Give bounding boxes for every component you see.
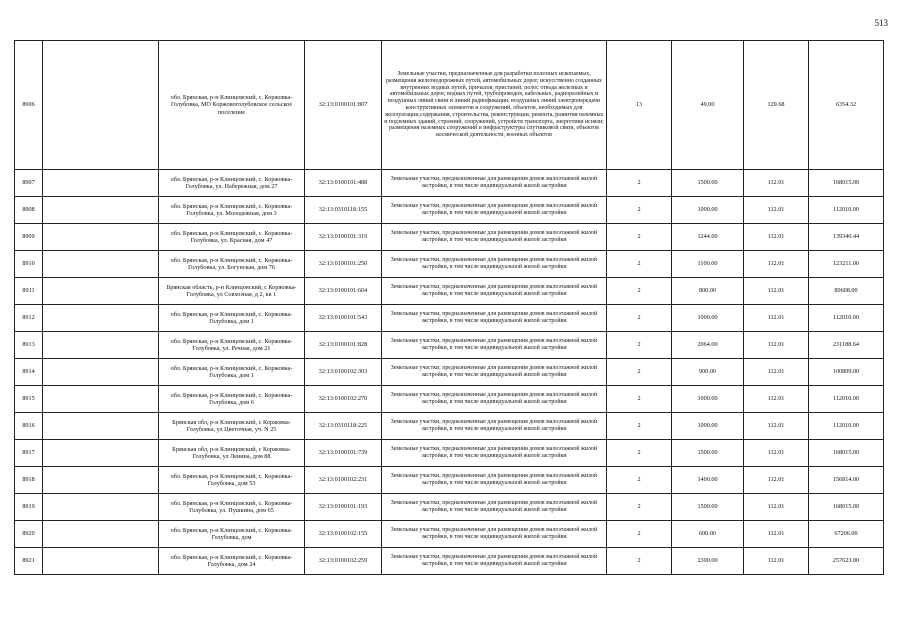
category-cell: 2: [607, 386, 672, 413]
row-number: 8915: [15, 386, 43, 413]
address-cell: обл. Брянская, р-н Клинцовский, с. Коржовка-Голубовка, дом 6: [159, 386, 305, 413]
cadastral-value-cell: 6354.32: [809, 41, 884, 170]
table-row: [15, 197, 884, 224]
category-cell: 2: [607, 548, 672, 575]
cadastral-number-cell: 32:13:0100101:319: [305, 224, 382, 251]
row-number: 8912: [15, 305, 43, 332]
cadastral-number-cell: 32:13:0100101:807: [305, 41, 382, 170]
category-cell: 2: [607, 440, 672, 467]
category-cell: 2: [607, 278, 672, 305]
specific-value-cell: 112.01: [744, 170, 809, 197]
cadastral-number-cell: 32:13:0100101:739: [305, 440, 382, 467]
table-row: [15, 386, 884, 413]
permitted-use-cell: Земельные участки, предназначенные для размещения домов малоэтажной жилой застройки, в том числе индивидуальной жилой застройки: [382, 494, 607, 521]
empty-cell: [43, 41, 159, 170]
cadastral-number-cell: 32:13:0100102:270: [305, 386, 382, 413]
address-cell: обл. Брянская, р-н Клинцовский, с. Коржовка-Голубовка, ул. Набережная, дом 27: [159, 170, 305, 197]
cadastral-value-cell: 112010.00: [809, 197, 884, 224]
category-cell: 2: [607, 197, 672, 224]
specific-value-cell: 112.01: [744, 548, 809, 575]
area-cell: 1000.00: [672, 413, 744, 440]
address-cell: обл. Брянская, р-н Клинцовский, с. Коржовка-Голубовка, ул. Пушкина, дом 65: [159, 494, 305, 521]
table-row: [15, 170, 884, 197]
address-cell: обл. Брянская, р-н Клинцовский, с. Коржовка-Голубовка, ул. Красная, дом 47: [159, 224, 305, 251]
specific-value-cell: 112.01: [744, 413, 809, 440]
permitted-use-cell: Земельные участки, предназначенные для размещения домов малоэтажной жилой застройки, в том числе индивидуальной жилой застройки: [382, 548, 607, 575]
category-cell: 2: [607, 332, 672, 359]
specific-value-cell: 112.01: [744, 224, 809, 251]
area-cell: 600.00: [672, 521, 744, 548]
specific-value-cell: 112.01: [744, 386, 809, 413]
area-cell: 1000.00: [672, 305, 744, 332]
area-cell: 1500.00: [672, 494, 744, 521]
cadastral-value-cell: 156814.00: [809, 467, 884, 494]
category-cell: 2: [607, 413, 672, 440]
cadastral-number-cell: 32:13:0100101:543: [305, 305, 382, 332]
cadastral-value-cell: 112010.00: [809, 386, 884, 413]
area-cell: 1400.00: [672, 467, 744, 494]
row-number: 8911: [15, 278, 43, 305]
table-row: [15, 224, 884, 251]
permitted-use-cell: Земельные участки, предназначенные для размещения домов малоэтажной жилой застройки, в том числе индивидуальной жилой застройки: [382, 413, 607, 440]
empty-cell: [43, 440, 159, 467]
address-cell: обл. Брянская, р-н Клинцовский, с. Коржовка-Голубовка, дом 24: [159, 548, 305, 575]
specific-value-cell: 112.01: [744, 494, 809, 521]
category-cell: 2: [607, 521, 672, 548]
category-cell: 2: [607, 359, 672, 386]
permitted-use-cell: Земельные участки, предназначенные для размещения домов малоэтажной жилой застройки, в том числе индивидуальной жилой застройки: [382, 386, 607, 413]
empty-cell: [43, 359, 159, 386]
category-cell: 2: [607, 467, 672, 494]
empty-cell: [43, 224, 159, 251]
cadastral-value-cell: 139340.44: [809, 224, 884, 251]
cadastral-value-cell: 67206.00: [809, 521, 884, 548]
category-cell: 13: [607, 41, 672, 170]
row-number: 8919: [15, 494, 43, 521]
row-number: 8907: [15, 170, 43, 197]
empty-cell: [43, 197, 159, 224]
page-number: 513: [874, 18, 888, 28]
permitted-use-cell: Земельные участки, предназначенные для размещения домов малоэтажной жилой застройки, в том числе индивидуальной жилой застройки: [382, 224, 607, 251]
table-row: [15, 494, 884, 521]
address-cell: обл. Брянская, р-н Клинцовский, с. Коржовка-Голубовка, ул. Речная, дом 21: [159, 332, 305, 359]
permitted-use-cell: Земельные участки, предназначенные для размещения домов малоэтажной жилой застройки, в том числе индивидуальной жилой застройки: [382, 278, 607, 305]
cadastral-number-cell: 32:13:0100102:259: [305, 548, 382, 575]
row-number: 8913: [15, 332, 43, 359]
row-number: 8917: [15, 440, 43, 467]
cadastral-number-cell: 32:13:0100101:193: [305, 494, 382, 521]
permitted-use-cell: Земельные участки, предназначенные для размещения домов малоэтажной жилой застройки, в том числе индивидуальной жилой застройки: [382, 521, 607, 548]
address-cell: Брянская обл, р-н Клинцовский, с Коржовка-Голубовка, ул Цветочная, уч. N 25: [159, 413, 305, 440]
table-row: [15, 278, 884, 305]
empty-cell: [43, 251, 159, 278]
cadastral-number-cell: 32:13:0310118:155: [305, 197, 382, 224]
permitted-use-cell: Земельные участки, предназначенные для размещения домов малоэтажной жилой застройки, в том числе индивидуальной жилой застройки: [382, 251, 607, 278]
table-row: [15, 332, 884, 359]
area-cell: 49.00: [672, 41, 744, 170]
specific-value-cell: 112.01: [744, 278, 809, 305]
empty-cell: [43, 332, 159, 359]
address-cell: Брянская область, р-н Клинцовский, с Коржовка-Голубовка, ул Совхозная, д 2, кв 1: [159, 278, 305, 305]
specific-value-cell: 112.01: [744, 521, 809, 548]
empty-cell: [43, 413, 159, 440]
area-cell: 800.00: [672, 278, 744, 305]
cadastral-number-cell: 32:13:0100101:250: [305, 251, 382, 278]
address-cell: обл. Брянская, р-н Клинцовский, с. Коржовка-Голубовка, ул. Молодежная, дом 3: [159, 197, 305, 224]
cadastral-number-cell: 32:13:0100101:488: [305, 170, 382, 197]
specific-value-cell: 112.01: [744, 332, 809, 359]
area-cell: 900.00: [672, 359, 744, 386]
specific-value-cell: 112.01: [744, 440, 809, 467]
land-registry-table: [14, 40, 884, 575]
table-row: [15, 305, 884, 332]
cadastral-value-cell: 100809.00: [809, 359, 884, 386]
address-cell: обл. Брянская, р-н Клинцовский, с. Коржовка-Голубовка, дом 1: [159, 359, 305, 386]
address-cell: обл. Брянская, р-н Клинцовский, с. Коржовка-Голубовка, ул. Богунская, дом 76: [159, 251, 305, 278]
specific-value-cell: 112.01: [744, 305, 809, 332]
cadastral-value-cell: 257623.00: [809, 548, 884, 575]
table-row: [15, 440, 884, 467]
category-cell: 2: [607, 251, 672, 278]
row-number: 8918: [15, 467, 43, 494]
cadastral-value-cell: 168015.00: [809, 170, 884, 197]
cadastral-number-cell: 32:13:0100101:828: [305, 332, 382, 359]
specific-value-cell: 112.01: [744, 359, 809, 386]
address-cell: обл. Брянская, р-н Клинцовский, с. Коржовка-Голубовка, МО Коржовоголубовское сельское поселение: [159, 41, 305, 170]
permitted-use-cell: Земельные участки, предназначенные для размещения домов малоэтажной жилой застройки, в том числе индивидуальной жилой застройки: [382, 305, 607, 332]
category-cell: 2: [607, 170, 672, 197]
row-number: 8908: [15, 197, 43, 224]
permitted-use-cell: Земельные участки, предназначенные для размещения домов малоэтажной жилой застройки, в том числе индивидуальной жилой застройки: [382, 170, 607, 197]
table-row: [15, 521, 884, 548]
specific-value-cell: 112.01: [744, 197, 809, 224]
row-number: 8910: [15, 251, 43, 278]
permitted-use-cell: Земельные участки, предназначенные для размещения домов малоэтажной жилой застройки, в том числе индивидуальной жилой застройки: [382, 197, 607, 224]
category-cell: 2: [607, 224, 672, 251]
address-cell: обл. Брянская, р-н Клинцовский, с. Коржовка-Голубовка, дом 53: [159, 467, 305, 494]
row-number: 8916: [15, 413, 43, 440]
empty-cell: [43, 548, 159, 575]
table-row: [15, 251, 884, 278]
row-number: 8906: [15, 41, 43, 170]
area-cell: 2064.00: [672, 332, 744, 359]
area-cell: 1000.00: [672, 197, 744, 224]
address-cell: обл. Брянская, р-н Клинцовский, с. Коржовка-Голубовка, дом 1: [159, 305, 305, 332]
cadastral-value-cell: 168015.00: [809, 440, 884, 467]
table-row: [15, 41, 884, 170]
row-number: 8921: [15, 548, 43, 575]
address-cell: обл. Брянская, р-н Клинцовский, с. Коржовка-Голубовка, дом: [159, 521, 305, 548]
cadastral-number-cell: 32:13:0100102:155: [305, 521, 382, 548]
address-cell: Брянская обл, р-н Клинцовский, с Коржовка-Голубовка, ул Ленина, дом 88: [159, 440, 305, 467]
area-cell: 1500.00: [672, 170, 744, 197]
category-cell: 2: [607, 305, 672, 332]
empty-cell: [43, 305, 159, 332]
cadastral-number-cell: 32:13:0100102:231: [305, 467, 382, 494]
permitted-use-cell: Земельные участки, предназначенные для размещения домов малоэтажной жилой застройки, в том числе индивидуальной жилой застройки: [382, 467, 607, 494]
cadastral-value-cell: 123211.00: [809, 251, 884, 278]
table-row: [15, 467, 884, 494]
cadastral-number-cell: 32:13:0100102:303: [305, 359, 382, 386]
cadastral-number-cell: 32:13:0310118:225: [305, 413, 382, 440]
specific-value-cell: 112.01: [744, 251, 809, 278]
area-cell: 1000.00: [672, 386, 744, 413]
empty-cell: [43, 467, 159, 494]
area-cell: 2300.00: [672, 548, 744, 575]
row-number: 8914: [15, 359, 43, 386]
permitted-use-cell: Земельные участки, предназначенные для размещения домов малоэтажной жилой застройки, в том числе индивидуальной жилой застройки: [382, 359, 607, 386]
row-number: 8909: [15, 224, 43, 251]
category-cell: 2: [607, 494, 672, 521]
cadastral-number-cell: 32:13:0100101:604: [305, 278, 382, 305]
area-cell: 1244.00: [672, 224, 744, 251]
permitted-use-cell: Земельные участки, предназначенные для разработки полезных ископаемых, размещения железнодорожных путей, автомобильных дорог, искусственно созданных внутренних водных путей, причалов, пристаней, полос отвода железных и автомобильных дорог, водных путей, трубопроводов, кабельных, радиорелейных и воздушных линий связи и линий радиофикации, воздушных линий электропередачи конструктивных элементов и сооружений, объектов, необходимых для эксплуатации,содержания, строительства, реконструкции, ремонта, развития наземных и подземных зданий, строений, сооружений, устройств транспорта, энергетики иснязи; размещения наземных сооружений и инфраструктуры спутниковой связи, объектов космической деятельности, военных объектов: [382, 41, 607, 170]
table-row: [15, 548, 884, 575]
cadastral-value-cell: 168015.00: [809, 494, 884, 521]
table-row: [15, 413, 884, 440]
table-body: [15, 41, 884, 575]
area-cell: 1500.00: [672, 440, 744, 467]
cadastral-value-cell: 231188.64: [809, 332, 884, 359]
specific-value-cell: 112.01: [744, 467, 809, 494]
cadastral-value-cell: 112010.00: [809, 305, 884, 332]
row-number: 8920: [15, 521, 43, 548]
table-row: [15, 359, 884, 386]
permitted-use-cell: Земельные участки, предназначенные для размещения домов малоэтажной жилой застройки, в том числе индивидуальной жилой застройки: [382, 440, 607, 467]
cadastral-value-cell: 89608.00: [809, 278, 884, 305]
empty-cell: [43, 521, 159, 548]
empty-cell: [43, 494, 159, 521]
permitted-use-cell: Земельные участки, предназначенные для размещения домов малоэтажной жилой застройки, в том числе индивидуальной жилой застройки: [382, 332, 607, 359]
empty-cell: [43, 170, 159, 197]
specific-value-cell: 129.68: [744, 41, 809, 170]
empty-cell: [43, 278, 159, 305]
cadastral-value-cell: 112010.00: [809, 413, 884, 440]
empty-cell: [43, 386, 159, 413]
area-cell: 1100.00: [672, 251, 744, 278]
